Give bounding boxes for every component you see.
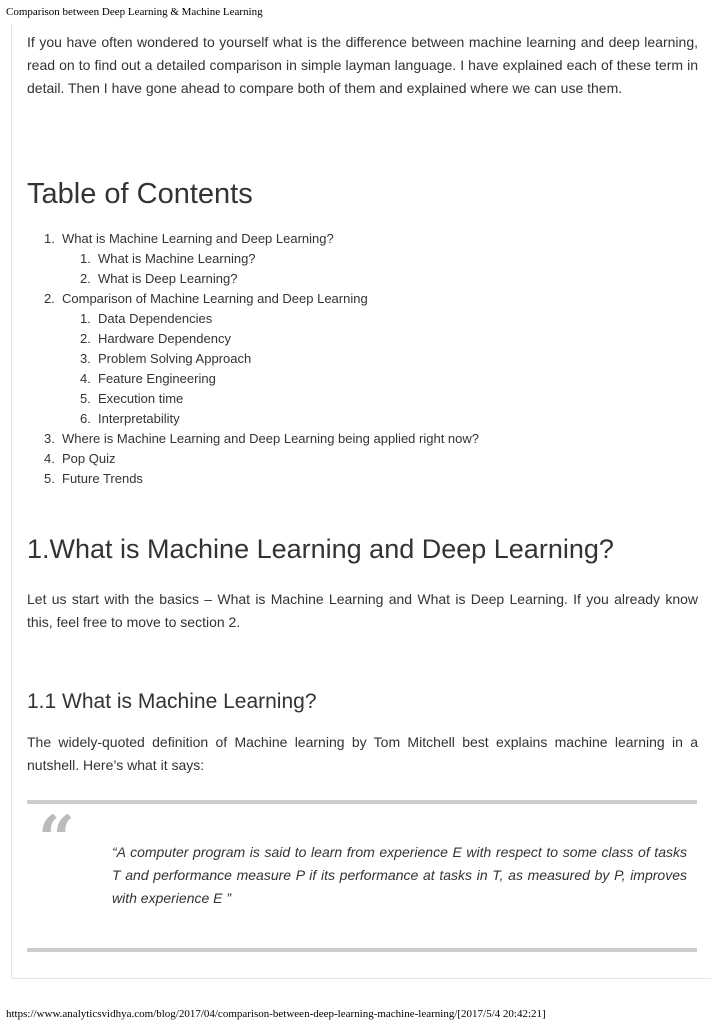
toc-subitem-label[interactable]: What is Machine Learning? [98,251,256,266]
toc-subitem[interactable] [80,349,479,369]
toc-subitem[interactable] [80,269,479,289]
toc-item[interactable] [44,289,479,309]
toc-subitem-number: 4. [80,371,91,386]
section-1-1-heading: 1.1 What is Machine Learning? [27,690,317,713]
quote-text: “A computer program is said to learn from experience E with respect to some class of tasks T and performance measure P if its performance at tasks in T, as measured by P, improves with experience E ” [112,844,687,906]
toc-subitem-label[interactable]: Problem Solving Approach [98,351,252,366]
toc-item-number: 3. [44,431,55,446]
toc-item-label[interactable]: Future Trends [62,471,143,486]
toc-sublist [44,249,479,289]
toc-subitem-label[interactable]: Execution time [98,391,184,406]
toc-subitem[interactable] [80,409,479,429]
section-1-paragraph: Let us start with the basics – What is Machine Learning and What is Deep Learning. If you already know this, feel free to move to section 2. [27,591,698,630]
toc-item[interactable] [44,429,479,449]
toc-subitem-label[interactable]: Feature Engineering [98,371,216,386]
toc-subitem-label[interactable]: Hardware Dependency [98,331,231,346]
footer-url: https://www.analyticsvidhya.com/blog/2017/04/comparison-between-deep-learning-machine-learning/[2017/5/4 20:42:21] [6,1008,546,1020]
toc-subitem-label[interactable]: What is Deep Learning? [98,271,238,286]
toc-subitem-number: 1. [80,251,91,266]
toc-subitem[interactable] [80,249,479,269]
section-1-heading: 1.What is Machine Learning and Deep Learning? [27,534,614,564]
toc-item-label[interactable]: Pop Quiz [62,451,116,466]
toc-subitem-label[interactable]: Interpretability [98,411,180,426]
toc-subitem[interactable] [80,309,479,329]
toc-item-number: 1. [44,231,55,246]
toc-item-number: 2. [44,291,55,306]
quote-mark-icon: “ [38,802,75,877]
toc-subitem-number: 1. [80,311,91,326]
toc-item[interactable] [44,469,479,489]
table-of-contents [44,229,479,489]
toc-item-label[interactable]: Comparison of Machine Learning and Deep Learning [62,291,368,306]
toc-sublist [44,309,479,429]
toc-subitem[interactable] [80,369,479,389]
intro-paragraph: If you have often wondered to yourself what is the difference between machine learning and deep learning, read on to find out a detailed comparison in simple layman language. I have explained each of these term in detail. Then I have gone ahead to compare both of them and explained where we can use them. [27,34,698,96]
document-header-title: Comparison between Deep Learning & Machine Learning [6,6,263,18]
toc-subitem[interactable] [80,389,479,409]
toc-item[interactable] [44,229,479,249]
toc-item-number: 5. [44,471,55,486]
toc-heading: Table of Contents [27,178,253,210]
toc-subitem-number: 2. [80,271,91,286]
toc-subitem-number: 6. [80,411,91,426]
toc-item-label[interactable]: What is Machine Learning and Deep Learning? [62,231,334,246]
section-1-1-paragraph: The widely-quoted definition of Machine learning by Tom Mitchell best explains machine learning in a nutshell. Here’s what it says: [27,734,698,773]
toc-item-label[interactable]: Where is Machine Learning and Deep Learning being applied right now? [62,431,479,446]
toc-item[interactable] [44,449,479,469]
toc-subitem-number: 5. [80,391,91,406]
toc-subitem-number: 2. [80,331,91,346]
blockquote [27,800,697,952]
toc-subitem-number: 3. [80,351,91,366]
toc-subitem[interactable] [80,329,479,349]
toc-item-number: 4. [44,451,55,466]
toc-subitem-label[interactable]: Data Dependencies [98,311,213,326]
